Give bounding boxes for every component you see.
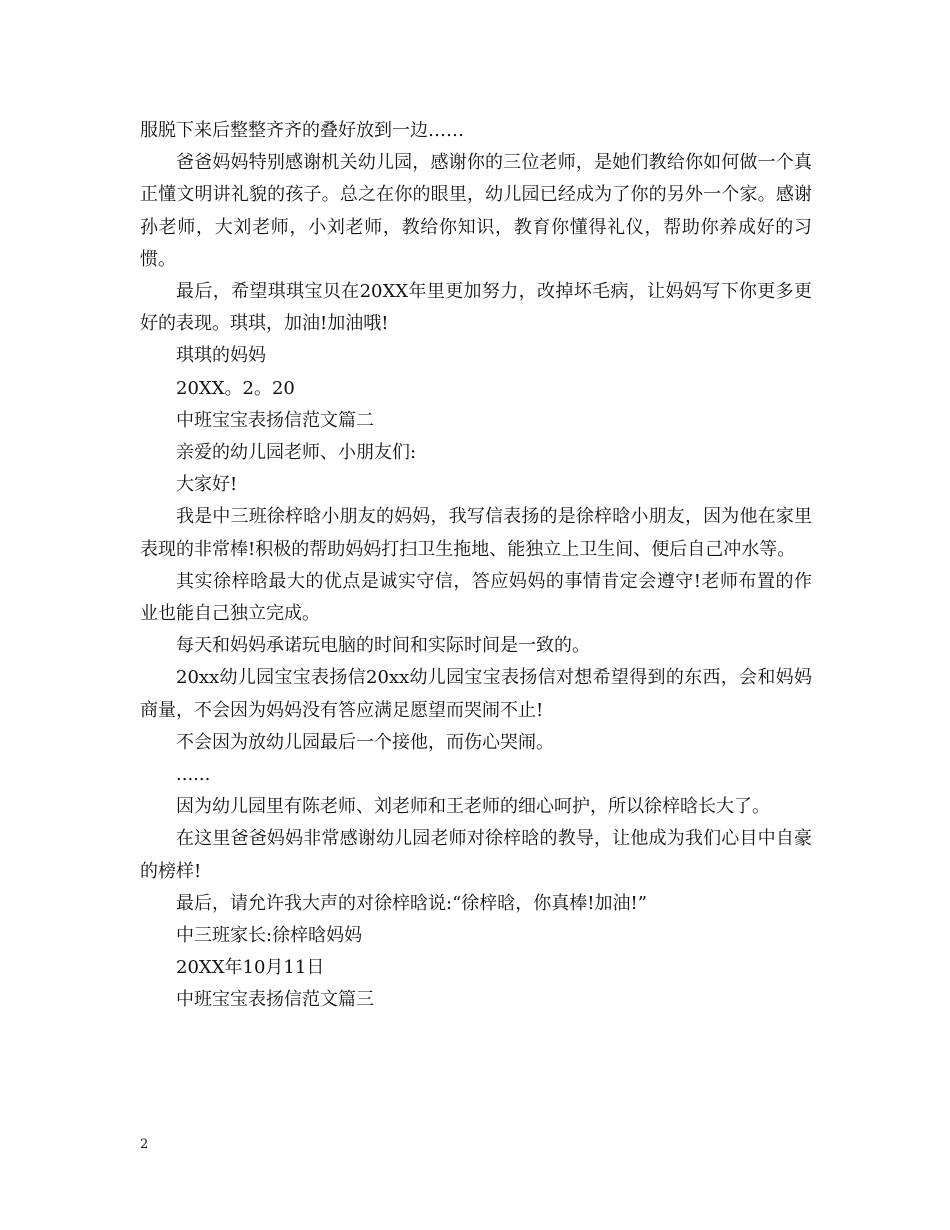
page-number: 2 xyxy=(140,1137,149,1152)
ellipsis-line: ...... xyxy=(176,764,211,786)
paragraph-17: 最后，请允许我大声的对徐梓晗说:“徐梓晗，你真棒!加油!” xyxy=(176,892,647,914)
paragraph-15: 因为幼儿园里有陈老师、刘老师和王老师的细心呵护，所以徐梓晗长大了。 xyxy=(176,796,770,818)
paragraph-10: 其实徐梓晗最大的优点是诚实守信，答应妈妈的事情肯定会遵守!老师布置的作业也能自己独立完成。 xyxy=(140,570,812,625)
document-body xyxy=(140,115,812,1017)
salutation: 亲爱的幼儿园老师、小朋友们: xyxy=(176,442,417,464)
signature-parent: 中三班家长:徐梓晗妈妈 xyxy=(176,925,363,947)
signature-name: 琪琪的妈妈 xyxy=(176,345,266,367)
section-title-3: 中班宝宝表扬信范文篇三 xyxy=(176,989,374,1011)
paragraph-11: 每天和妈妈承诺玩电脑的时间和实际时间是一致的。 xyxy=(176,635,590,657)
paragraph-1: 服脱下来后整整齐齐的叠好放到一边…… xyxy=(140,120,464,141)
signature-date-2: 20XX年10月11日 xyxy=(176,957,325,979)
paragraph-3: 最后，希望琪琪宝贝在20XX年里更加努力，改掉坏毛病，让妈妈写下你更多更好的表现。琪琪，加油!加油哦! xyxy=(140,281,812,335)
signature-date: 20XX。2。20 xyxy=(176,377,295,399)
paragraph-16: 在这里爸爸妈妈非常感谢幼儿园老师对徐梓晗的教导，让他成为我们心目中自豪的榜样! xyxy=(140,828,812,882)
greeting: 大家好! xyxy=(176,474,238,496)
section-title-2: 中班宝宝表扬信范文篇二 xyxy=(176,409,374,431)
paragraph-9: 我是中三班徐梓晗小朋友的妈妈，我写信表扬的是徐梓晗小朋友，因为他在家里表现的非常棒!积极的帮助妈妈打扫卫生拖地、能独立上卫生间、便后自己冲水等。 xyxy=(140,506,812,560)
paragraph-12: 20xx幼儿园宝宝表扬信20xx幼儿园宝宝表扬信对想希望得到的东西，会和妈妈商量，不会因为妈妈没有答应满足愿望而哭闹不止! xyxy=(140,667,812,721)
paragraph-13: 不会因为放幼儿园最后一个接他，而伤心哭闹。 xyxy=(176,731,554,753)
paragraph-2: 爸爸妈妈特别感谢机关幼儿园，感谢你的三位老师，是她们教给你如何做一个真正懂文明讲礼貌的孩子。总之在你的眼里，幼儿园已经成为了你的另外一个家。感谢孙老师，大刘老师，小刘老师，教给你知识，教育你懂得礼仪，帮助你养成好的习惯。 xyxy=(140,152,812,270)
